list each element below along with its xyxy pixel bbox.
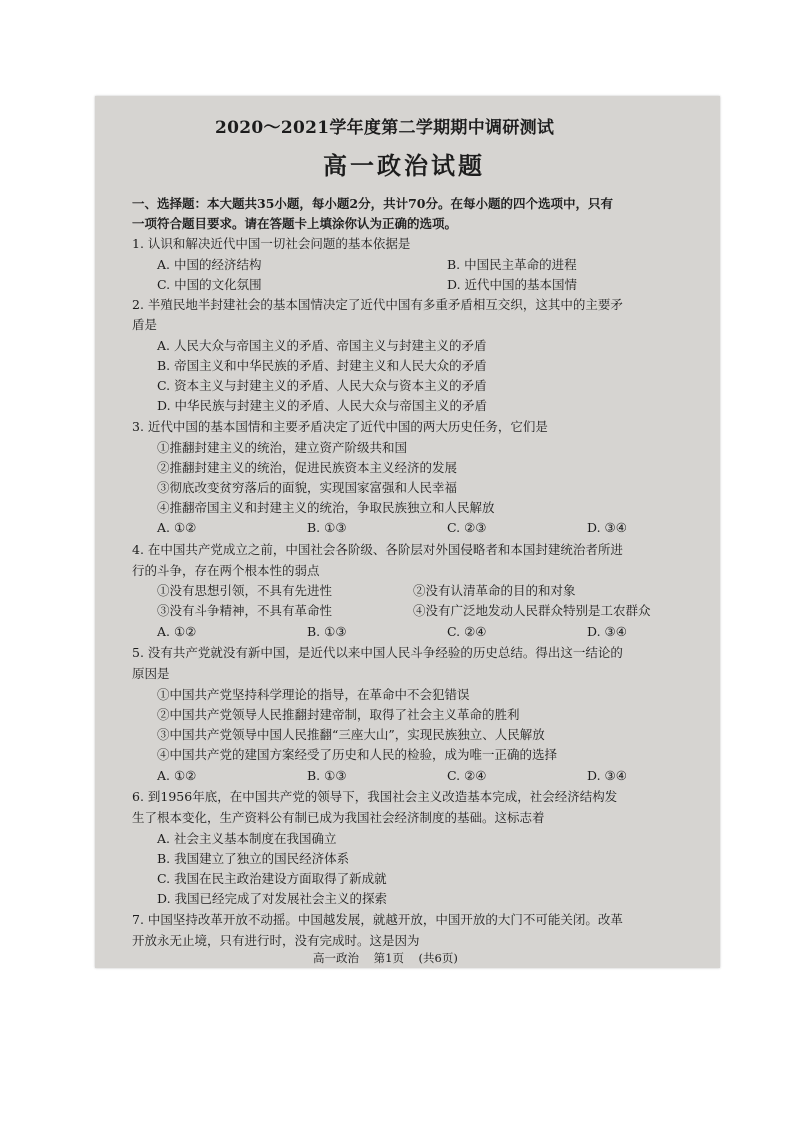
question-4-option-d: D. ③④ (587, 624, 627, 639)
question-4-option-c: C. ②④ (447, 624, 487, 639)
question-4-statement-4: ④没有广泛地发动人民群众特别是工农群众 (413, 603, 651, 618)
question-3-statement-2: ②推翻封建主义的统治，促进民族资本主义经济的发展 (157, 460, 458, 475)
question-1-option-b: B. 中国民主革命的进程 (447, 257, 577, 272)
question-3-option-d: D. ③④ (587, 520, 627, 535)
question-2-stem-cont: 盾是 (132, 317, 158, 332)
question-4-option-a: A. ①② (157, 624, 197, 639)
question-3-stem: 3. 近代中国的基本国情和主要矛盾决定了近代中国的两大历史任务，它们是 (132, 419, 548, 434)
question-5-option-b: B. ①③ (307, 768, 347, 783)
question-5-statement-1: ①中国共产党坚持科学理论的指导，在革命中不会犯错误 (157, 687, 470, 702)
section-heading-cont: 一项符合题目要求。请在答题卡上填涂你认为正确的选项。 (132, 216, 458, 231)
question-6-stem-cont: 生了根本变化，生产资料公有制已成为我国社会经济制度的基础。这标志着 (132, 810, 545, 825)
question-5-option-c: C. ②④ (447, 768, 487, 783)
question-3-statement-4: ④推翻帝国主义和封建主义的统治，争取民族独立和人民解放 (157, 500, 495, 515)
question-1-option-c: C. 中国的文化氛围 (157, 277, 262, 292)
question-3-option-b: B. ①③ (307, 520, 347, 535)
question-2-option-c: C. 资本主义与封建主义的矛盾、人民大众与资本主义的矛盾 (157, 378, 487, 393)
question-5-statement-2: ②中国共产党领导人民推翻封建帝制，取得了社会主义革命的胜利 (157, 707, 520, 722)
question-4-stem: 4. 在中国共产党成立之前，中国社会各阶级、各阶层对外国侵略者和本国封建统治者所进 (132, 542, 623, 557)
page-footer: 高一政治 第1页 (共6页) (313, 951, 458, 965)
question-6-stem: 6. 到1956年底，在中国共产党的领导下，我国社会主义改造基本完成，社会经济结构发 (132, 789, 618, 804)
question-6-option-a: A. 社会主义基本制度在我国确立 (157, 831, 337, 846)
question-7-stem-cont: 开放永无止境，只有进行时，没有完成时。这是因为 (132, 933, 420, 948)
question-2-option-b: B. 帝国主义和中华民族的矛盾、封建主义和人民大众的矛盾 (157, 358, 487, 373)
question-5-stem: 5. 没有共产党就没有新中国，是近代以来中国人民斗争经验的历史总结。得出这一结论的 (132, 645, 623, 660)
section-heading: 一、选择题：本大题共35小题，每小题2分，共计70分。在每小题的四个选项中，只有 (132, 196, 613, 211)
question-3-option-c: C. ②③ (447, 520, 487, 535)
question-5-statement-4: ④中国共产党的建国方案经受了历史和人民的检验，成为唯一正确的选择 (157, 747, 558, 762)
exam-sheet (95, 96, 720, 968)
question-4-statement-3: ③没有斗争精神，不具有革命性 (157, 603, 333, 618)
question-2-option-d: D. 中华民族与封建主义的矛盾、人民大众与帝国主义的矛盾 (157, 398, 488, 413)
question-1-option-a: A. 中国的经济结构 (157, 257, 262, 272)
question-4-statement-2: ②没有认清革命的目的和对象 (413, 583, 576, 598)
question-5-stem-cont: 原因是 (132, 666, 170, 681)
question-1-option-d: D. 近代中国的基本国情 (447, 277, 578, 292)
question-5-option-d: D. ③④ (587, 768, 627, 783)
question-7-stem: 7. 中国坚持改革开放不动摇。中国越发展，就越开放，中国开放的大门不可能关闭。改革 (132, 912, 623, 927)
question-4-stem-cont: 行的斗争，存在两个根本性的弱点 (132, 563, 320, 578)
exam-subtitle: 高一政治试题 (323, 151, 485, 180)
question-6-option-c: C. 我国在民主政治建设方面取得了新成就 (157, 871, 387, 886)
question-2-option-a: A. 人民大众与帝国主义的矛盾、帝国主义与封建主义的矛盾 (157, 338, 487, 353)
question-5-statement-3: ③中国共产党领导中国人民推翻“三座大山”，实现民族独立、人民解放 (157, 727, 545, 742)
question-1-stem: 1. 认识和解决近代中国一切社会问题的基本依据是 (132, 236, 411, 251)
question-3-statement-3: ③彻底改变贫穷落后的面貌，实现国家富强和人民幸福 (157, 480, 458, 495)
question-4-option-b: B. ①③ (307, 624, 347, 639)
question-6-option-d: D. 我国已经完成了对发展社会主义的探索 (157, 891, 388, 906)
question-5-option-a: A. ①② (157, 768, 197, 783)
question-4-statement-1: ①没有思想引领，不具有先进性 (157, 583, 333, 598)
question-3-option-a: A. ①② (157, 520, 197, 535)
exam-title: 2020～2021学年度第二学期期中调研测试 (215, 118, 555, 138)
question-3-statement-1: ①推翻封建主义的统治，建立资产阶级共和国 (157, 440, 408, 455)
question-2-stem: 2. 半殖民地半封建社会的基本国情决定了近代中国有多重矛盾相互交织，这其中的主要矛 (132, 297, 623, 312)
question-6-option-b: B. 我国建立了独立的国民经济体系 (157, 851, 350, 866)
